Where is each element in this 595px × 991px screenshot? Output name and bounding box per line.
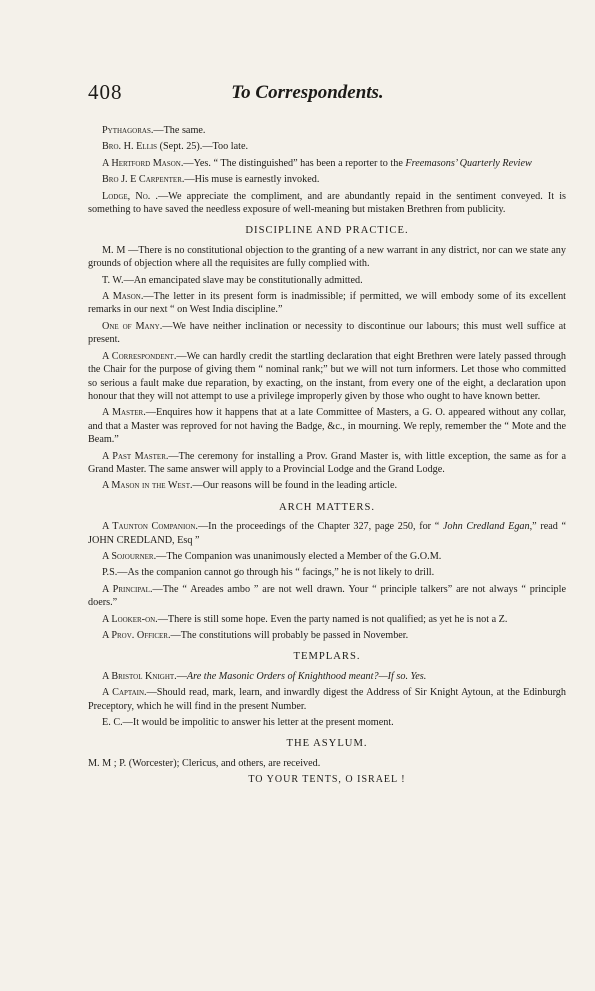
running-header [0,80,595,110]
entry-text: —It would be impolitic to answer his letter at the present moment. [122,717,394,729]
correspondent-name: A Mason. [102,291,144,303]
entry-text: —In the proceedings of the Chapter 327, page 250, for “ [197,521,443,533]
correspondent-name: A Principal. [102,583,153,595]
entry-text: (Sept. 25).—Too late. [157,141,249,153]
correspondent-name: Lodge, No. [102,190,151,202]
correspondent-name: A Captain. [102,687,147,699]
entry-italic: Freemasons’ Quarterly Review [405,157,532,169]
closing-line: TO YOUR TENTS, O ISRAEL ! [248,774,406,786]
section-heading-arch: ARCH MATTERS. [279,501,375,513]
entry-italic: John Credland Egan [442,521,530,533]
entry-text: —The “ Areades ambo ” are not well drawn. Your “ principle talkers” are not always “ principle doers.” [88,583,566,609]
page-number: 408 [88,80,123,104]
correspondent-name: A Sojourner. [102,550,157,562]
section-heading-discipline: DISCIPLINE AND PRACTICE. [245,225,409,237]
correspondent-name: A Mason in the West. [102,480,193,492]
correspondent-entry [88,716,566,729]
correspondent-entry [88,613,566,626]
correspondent-entry [88,686,566,713]
entry-text: —As the companion cannot go through his “ facings,” he is not likely to drill. [117,567,435,579]
entries-general [88,124,566,216]
entry-text: — [176,670,187,682]
correspondent-entry [88,406,566,446]
correspondent-entry [88,450,566,477]
correspondent-entry [88,520,566,547]
entry-text: .—We appreciate the compliment, and are abundantly repaid in the sentiment conveyed. It is something to have saved the needless exposure of well-meaning but mistaken Brethren from publicity. [88,190,566,216]
entry-tail: ,” read “ JOHN CREDLAND, Esq ” [88,521,567,546]
correspondent-name: E. C. [102,717,123,729]
correspondent-name: A Correspondent. [102,350,177,362]
correspondent-entry [88,566,566,579]
entry-text: —There is no constitutional objection to the granting of a new warrant in any district, nor can we state any grounds of objection where all the requisites are fully complied with. [88,244,566,270]
asylum-line: M. M ; P. (Worcester); Clericus, and others, are received. [88,757,321,769]
entry-text: —The Companion was unanimously elected a Member of the G.O.M. [156,550,442,562]
entry-italic: Are the Masonic Orders of Knighthood meant?—If so. Yes. [186,670,427,682]
entry-text: —There is still some hope. Even the party named is not qualified; as yet he is not a Z. [157,613,508,625]
article-body [88,124,566,787]
correspondent-entry [88,290,566,317]
entry-text: —Our reasons will be found in the leading article. [192,480,398,492]
correspondent-name: A Past Master. [102,450,169,462]
correspondent-entry [88,190,566,217]
correspondent-name: P.S. [102,567,118,579]
entry-text: —The letter in its present form is inadmissible; if permitted, we will embody some of its excellent remarks in our next “ on West India discipline.” [88,291,566,316]
correspondent-entry [88,479,566,492]
correspondent-name: A Taunton Companion. [102,521,198,533]
correspondent-name: Bro J. E Carpenter. [102,174,185,186]
entry-text: —Yes. “ The distinguished” has been a reporter to the [183,157,406,169]
correspondent-entry [88,274,566,287]
entry-text: —We can hardly credit the startling declaration that eight Brethren were lately passed through the Chair for the purpose of giving them “ nominal rank;” but we will not turn informers. Let those who committed so serious a fault make due reparation, by exacting, on the instant, from every one of the eight, a declaration upon honour that they will not attempt to use a privilege improperly given by those who ought to have known better. [88,350,566,402]
correspondent-entry [88,124,566,137]
page-title: To Correspondents. [231,82,384,103]
correspondent-name: A Bristol Knight. [102,670,177,682]
correspondent-name: A Prov. Officer. [102,630,171,641]
correspondent-name: A Looker-on. [102,613,158,625]
entries-arch [88,520,566,642]
entry-text: —The ceremony for installing a Prov. Grand Master is, with little exception, the same as for a Grand Master. The same answer will apply to a Provincial Lodge and the Grand Lodge. [88,450,566,475]
entry-text: —We have neither inclination or necessity to discontinue our labours; this must well suffice at present. [88,320,566,346]
correspondent-entry [88,583,566,610]
entry-text: —His muse is earnestly invoked. [184,174,320,186]
correspondent-name: Bro. H. Ellis [102,141,158,153]
correspondent-entry [88,350,566,404]
correspondent-name: T. W. [102,274,124,286]
correspondent-name: A Master. [102,407,146,419]
section-heading-templars: TEMPLARS. [293,651,361,663]
correspondent-name: Pythagoras. [102,125,154,136]
entry-text: —Should read, mark, learn, and inwardly digest the Address of Sir Knight Aytoun, at the Edinburgh Preceptory, which he will find in the present Number. [88,687,566,712]
correspondent-name: One of Many. [102,320,163,332]
correspondent-entry [88,140,566,153]
correspondent-entry [88,173,566,186]
correspondent-entry [88,320,566,347]
correspondent-name: M. M [102,244,126,256]
correspondent-name: A Hertford Mason. [102,157,184,169]
correspondent-entry [88,244,566,271]
entries-discipline [88,244,566,493]
correspondent-entry [88,550,566,563]
entry-text: —The constitutions will probably be passed in November. [170,630,409,641]
correspondent-entry [88,157,566,170]
entry-text: —The same. [153,125,206,136]
entry-text: —An emancipated slave may be constitutionally admitted. [123,274,363,286]
correspondent-entry [88,670,566,683]
entries-templars [88,670,566,730]
entry-text: —Enquires how it happens that at a late Committee of Masters, a G. O. appeared without any collar, and that a Master was reproved for not having the Badge, &c., in mourning. We reply, remember the “ Mote and the Beam.” [88,407,566,446]
section-heading-asylum: THE ASYLUM. [286,738,368,750]
correspondent-entry [88,629,566,642]
